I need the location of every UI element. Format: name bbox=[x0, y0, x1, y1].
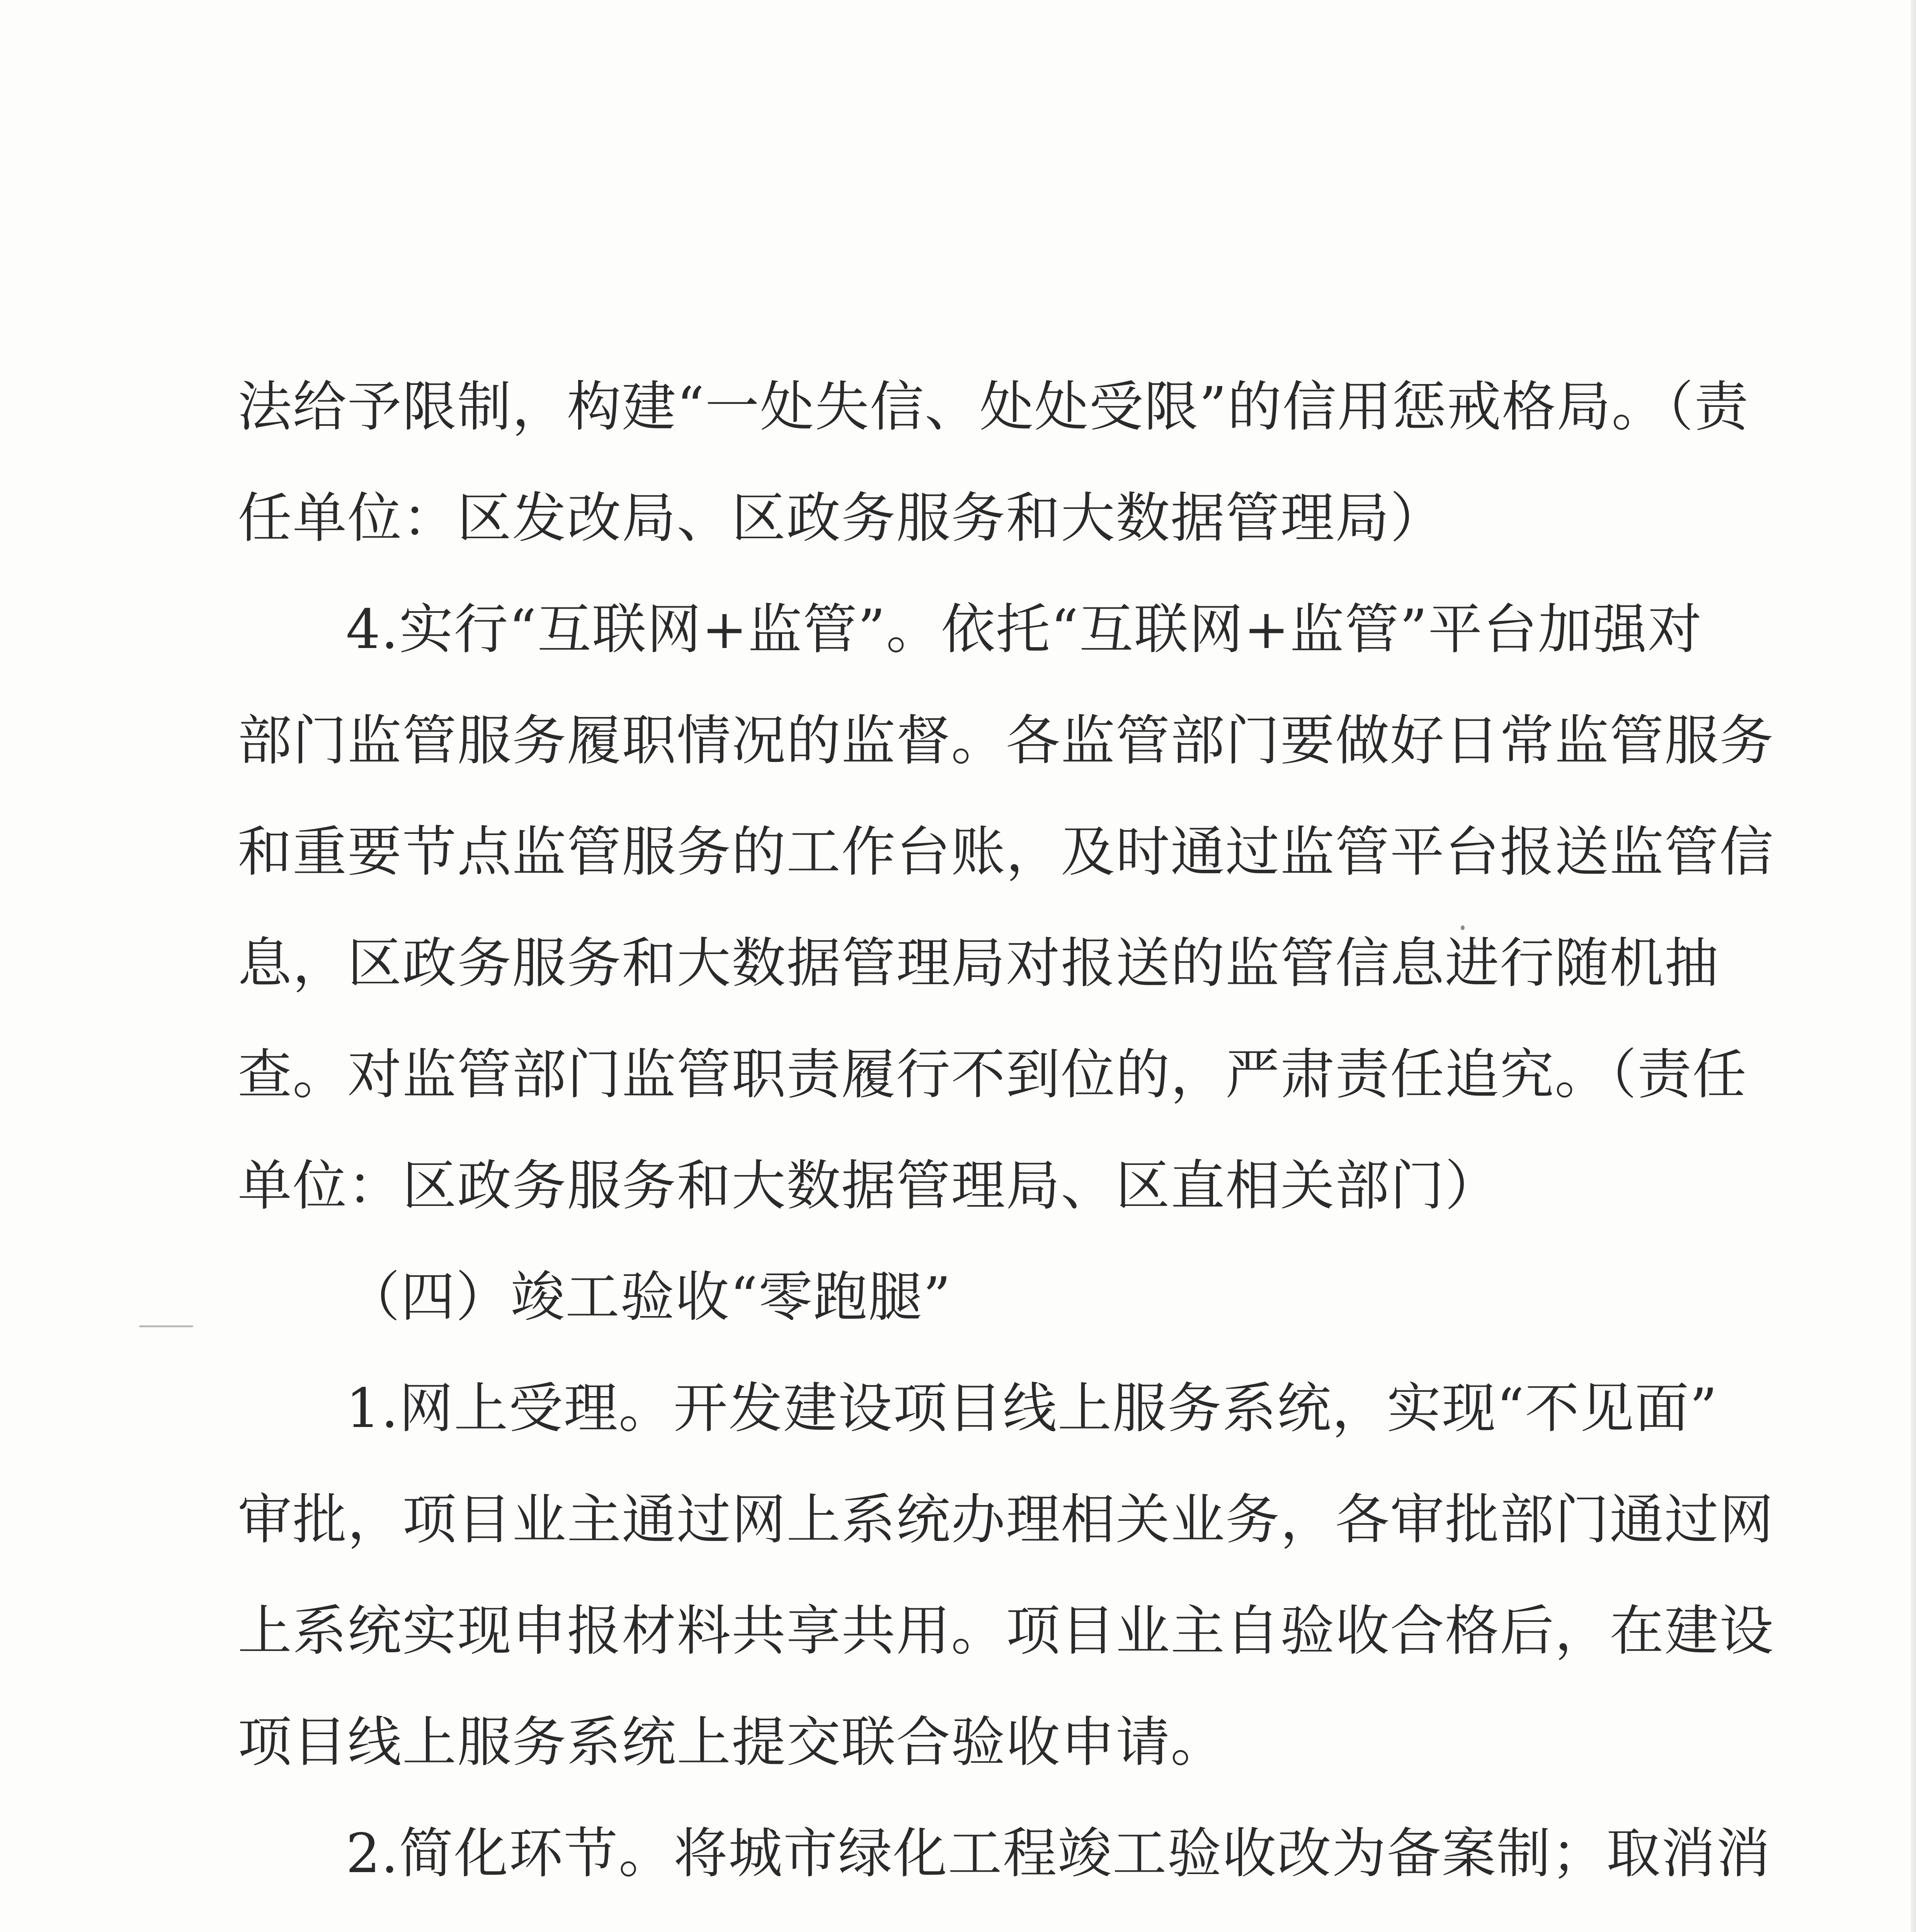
text-line: 审批，项目业主通过网上系统办理相关业务，各审批部门通过网 bbox=[238, 1488, 1775, 1551]
text-line: 2.简化环节。将城市绿化工程竣工验收改为备案制；取消消 bbox=[346, 1822, 1771, 1885]
text-line: 上系统实现申报材料共享共用。项目业主自验收合格后，在建设 bbox=[238, 1600, 1775, 1663]
text-line: 息，区政务服务和大数据管理局对报送的监管信息进行随机抽 bbox=[238, 932, 1720, 995]
text-line bbox=[238, 1910, 1668, 1932]
text-line: 部门监管服务履职情况的监督。各监管部门要做好日常监管服务 bbox=[238, 709, 1775, 772]
text-line: 和重要节点监管服务的工作台账，及时通过监管平台报送监管信 bbox=[238, 821, 1775, 884]
text-line: 项目线上服务系统上提交联合验收申请。 bbox=[238, 1711, 1226, 1774]
text-line: 任单位：区发改局、区政务服务和大数据管理局） bbox=[238, 487, 1445, 550]
text-line: 查。对监管部门监管职责履行不到位的，严肃责任追究。（责任 bbox=[238, 1043, 1748, 1106]
text-line: 单位：区政务服务和大数据管理局、区直相关部门） bbox=[238, 1155, 1500, 1218]
scan-mark bbox=[139, 1325, 193, 1327]
scan-edge bbox=[1911, 0, 1916, 1932]
text-line: 4.实行“互联网+监管”。依托“互联网+监管”平台加强对 bbox=[346, 598, 1703, 661]
text-line: 法给予限制，构建“一处失信、处处受限”的信用惩戒格局。（责 bbox=[238, 376, 1749, 439]
section-heading: （四）竣工验收“零跑腿” bbox=[346, 1266, 952, 1329]
text-line: 1.网上受理。开发建设项目线上服务系统，实现“不见面” bbox=[346, 1377, 1718, 1440]
document-body bbox=[238, 352, 1775, 1932]
